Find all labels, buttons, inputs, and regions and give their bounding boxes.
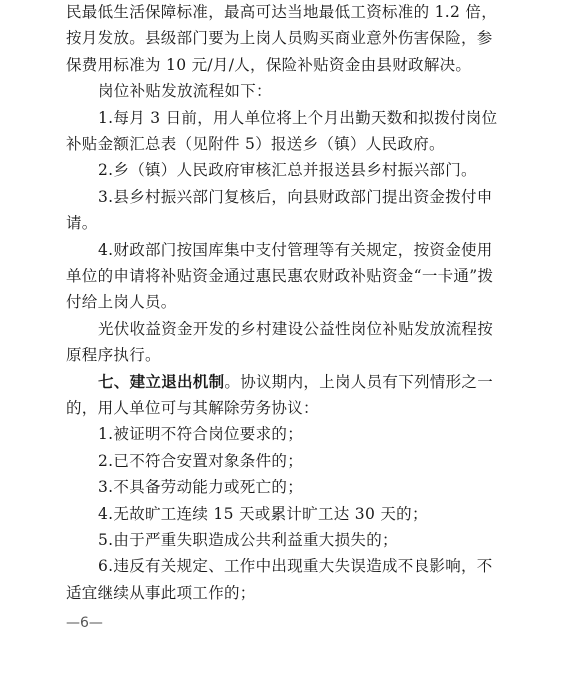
page-number: —6— — [66, 615, 103, 632]
exit-item-5: 5.由于严重失职造成公共利益重大损失的； — [98, 531, 398, 549]
step-3-line-2: 请。 — [66, 214, 98, 233]
paragraph-heading: 岗位补贴发放流程如下： — [98, 82, 272, 101]
body-line-1: 民最低生活保障标准，最高可达当地最低工资标准的 1.2 倍， — [66, 3, 498, 21]
section-seven-text: 。协议期内，上岗人员有下列情形之一 — [224, 372, 494, 391]
section-seven-heading: 七、建立退出机制 — [98, 371, 225, 391]
step-1-line-2: 补贴金额汇总表（见附件 5）报送乡（镇）人民政府。 — [66, 135, 445, 153]
step-4-line-2: 单位的申请将补贴资金通过惠民惠农财政补贴资金“一卡通”拨 — [66, 267, 494, 285]
step-2: 2.乡（镇）人民政府审核汇总并报送县乡村振兴部门。 — [98, 161, 477, 180]
body-line-3: 保费用标准为 10 元/月/人，保险补贴资金由县财政解决。 — [66, 55, 472, 74]
exit-item-6-line-2: 适宜继续从事此项工作的； — [66, 583, 256, 602]
solar-paragraph-line-1: 光伏收益资金开发的乡村建设公益性岗位补贴发放流程按 — [98, 319, 494, 338]
solar-paragraph-line-2: 原程序执行。 — [66, 346, 161, 365]
step-4-line-3: 付给上岗人员。 — [66, 293, 177, 312]
exit-item-3: 3.不具备劳动能力或死亡的； — [98, 478, 303, 497]
exit-item-2: 2.已不符合安置对象条件的； — [98, 451, 303, 470]
step-1-line-1: 1.每月 3 日前，用人单位将上个月出勤天数和拟拨付岗位 — [98, 108, 498, 127]
section-seven-line-1 — [98, 372, 493, 392]
section-seven-line-2: 的，用人单位可与其解除劳务协议： — [66, 399, 319, 417]
exit-item-6-line-1: 6.违反有关规定、工作中出现重大失误造成不良影响，不 — [98, 557, 493, 576]
body-line-2: 按月发放。县级部门要为上岗人员购买商业意外伤害保险，参 — [66, 29, 493, 48]
step-4-line-1: 4.财政部门按国库集中支付管理等有关规定，按资金使用 — [98, 240, 493, 259]
exit-item-1: 1.被证明不符合岗位要求的； — [98, 425, 303, 444]
step-3-line-1: 3.县乡村振兴部门复核后，向县财政部门提出资金拨付申 — [98, 187, 493, 206]
exit-item-4: 4.无故旷工连续 15 天或累计旷工达 30 天的； — [98, 504, 428, 523]
